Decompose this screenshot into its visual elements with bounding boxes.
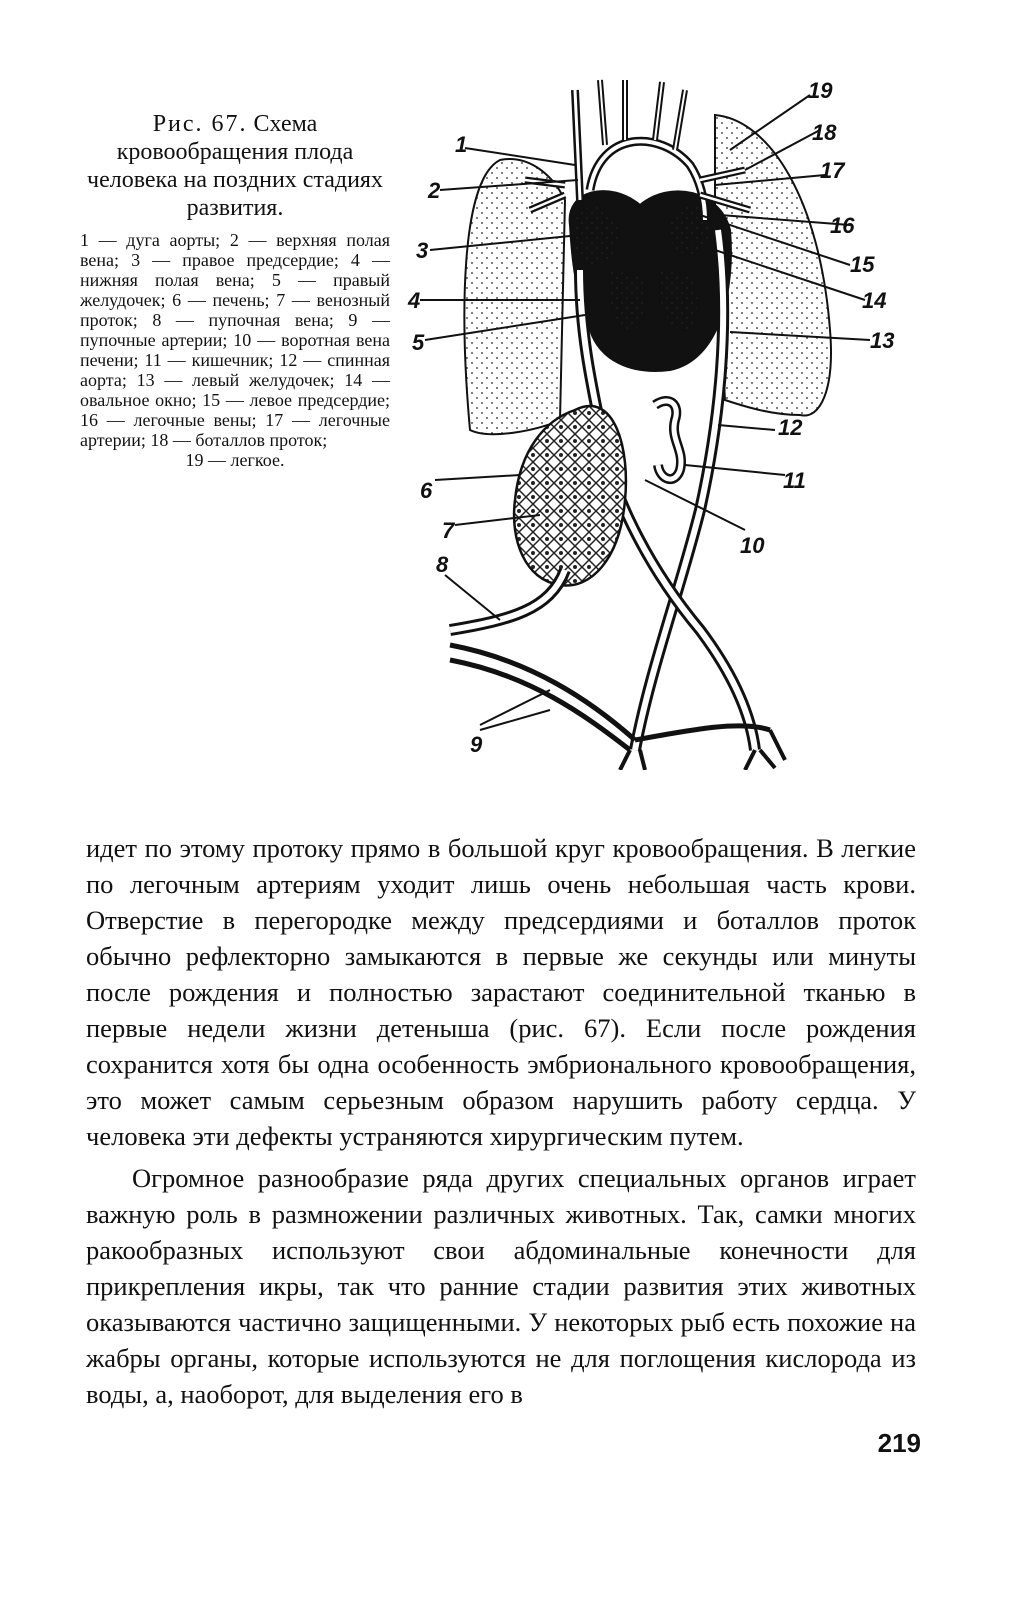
label-15: 15 (850, 252, 875, 277)
caption-title-text: Схема кровообращения плода человека на поздних стадиях развития. (87, 111, 383, 221)
label-17: 17 (820, 158, 845, 183)
caption-legend-text: 1 — дуга аорты; 2 — верхняя полая вена; 3 — правое предсердие; 4 — нижняя полая вена; 5 — правый желудочек; 6 — печень; 7 — венозный проток; 8 — пупочная вена; 9 — пупочные артерии; 10 — воротная вена печени; 11 — кишечник; 12 — спинная аорта; 13 — левый желудочек; 14 — овальное окно; 15 — левое предсердие; 16 — легочные вены; 17 — легочные артерии; 18 — боталлов проток; (80, 230, 390, 450)
label-5: 5 (412, 330, 425, 355)
label-1: 1 (455, 132, 468, 157)
label-14: 14 (862, 288, 887, 313)
label-16: 16 (830, 213, 855, 238)
label-4: 4 (408, 288, 421, 313)
caption-title (80, 110, 390, 222)
label-13: 13 (870, 328, 895, 353)
label-3: 3 (416, 238, 429, 263)
label-19: 19 (808, 78, 833, 103)
paragraph-1: идет по этому протоку прямо в большой круг кровообращения. В легкие по легочным артериям уходит лишь очень небольшая часть крови. Отверстие в перегородке между предсердиями и боталлов проток обычно рефлекторно замыкаются в первые же секунды или минуты после рождения и полностью зарастают соединительной тканью в первые недели жизни детеныша (рис. 67). Если после рождения сохранится хотя бы одна особенность эмбрионального кровообращения, это может самым серьезным образом нарушить работу сердца. У человека эти дефекты устраняются хирургическим путем. (86, 833, 916, 1151)
label-8: 8 (436, 552, 449, 577)
caption-legend-last: 19 — легкое. (185, 450, 285, 470)
label-6: 6 (420, 478, 433, 503)
label-2: 2 (428, 178, 441, 203)
label-11: 11 (783, 468, 806, 493)
figure-caption (80, 110, 390, 470)
circulation-diagram-svg (400, 70, 920, 770)
label-12: 12 (778, 415, 803, 440)
paragraph-2: Огромное разнообразие ряда других специальных органов играет важную роль в размножении различных животных. Так, самки многих ракообразных используют свои абдоминальные конечности для прикрепления икры, так что ранние стадии развития этих животных оказываются частично защищенными. У некоторых рыб есть похожие на жабры органы, которые используются не для поглощения кислорода из воды, а, наоборот, для выделения его в (86, 1163, 916, 1409)
label-18: 18 (812, 120, 837, 145)
circulation-diagram (400, 70, 920, 770)
label-7: 7 (442, 518, 455, 543)
body-text (86, 830, 916, 1412)
caption-legend (80, 230, 390, 470)
label-10: 10 (740, 533, 765, 558)
caption-prefix: Рис. 67. (152, 111, 248, 137)
label-9: 9 (470, 732, 483, 757)
liver (514, 406, 626, 585)
page-number: 219 (877, 1428, 921, 1458)
right-lung (715, 115, 831, 416)
